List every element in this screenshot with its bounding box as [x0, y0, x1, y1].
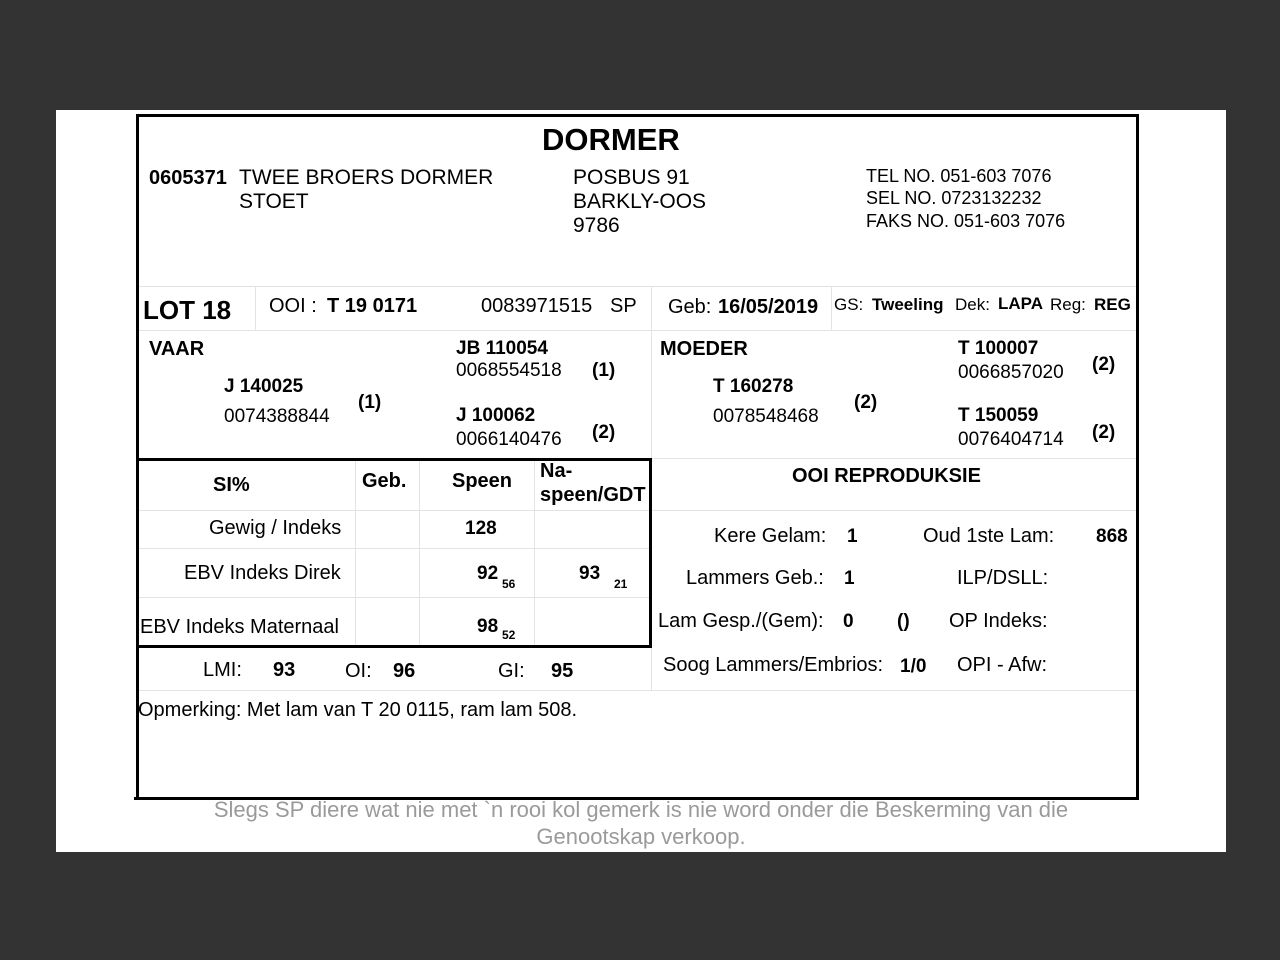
- owner-address: 9786: [573, 214, 620, 237]
- divider: [139, 286, 1136, 287]
- owner-cell: SEL NO. 0723132232: [866, 188, 1042, 208]
- naspeen-value: 93: [579, 563, 601, 584]
- dam-sire-tag: T 100007: [958, 338, 1039, 359]
- dam-dam-tag: T 150059: [958, 405, 1039, 426]
- sire-code: (1): [358, 392, 382, 413]
- reg-value: REG: [1094, 295, 1131, 314]
- sire-sire-tag: JB 110054: [456, 338, 548, 359]
- divider: [139, 330, 1136, 331]
- speen-value: 128: [465, 518, 497, 539]
- lmi-label: LMI:: [203, 659, 242, 681]
- dam-dam-code: (2): [1092, 422, 1116, 443]
- sire-number: 0074388844: [224, 406, 330, 427]
- breed-title: DORMER: [542, 122, 680, 157]
- lambs-born-label: Lammers Geb.:: [686, 567, 824, 589]
- oi-value: 96: [393, 660, 416, 682]
- table-header: Na-: [540, 460, 573, 482]
- remark: Opmerking: Met lam van T 20 0115, ram lam 508.: [138, 699, 578, 721]
- table-header: Geb.: [362, 470, 407, 492]
- reg-label: Reg:: [1050, 295, 1086, 314]
- lambings-label: Kere Gelam:: [714, 525, 827, 547]
- first-lamb-age-label: Oud 1ste Lam:: [923, 525, 1055, 547]
- dek-label: Dek:: [955, 295, 990, 314]
- divider: [255, 287, 256, 330]
- table-col-divider: [534, 461, 535, 645]
- dam-dam-number: 0076404714: [958, 429, 1064, 450]
- dam-code: (2): [854, 392, 878, 413]
- sire-sire-code: (1): [592, 360, 616, 381]
- sire-sire-number: 0068554518: [456, 360, 562, 381]
- lambs-weaned-value: 0: [843, 611, 854, 632]
- speen-value: 92: [477, 563, 499, 584]
- table-col-divider: [355, 461, 356, 645]
- ooi-label: OOI :: [269, 295, 317, 317]
- dam-number: 0078548468: [713, 406, 819, 427]
- sire-dam-code: (2): [592, 422, 616, 443]
- sp-badge: SP: [610, 295, 637, 317]
- lmi-value: 93: [273, 659, 296, 681]
- row-label: Gewig / Indeks: [209, 517, 342, 539]
- lambs-weaned-avg: (): [897, 611, 910, 632]
- sire-tag: J 140025: [224, 376, 304, 397]
- table-header: SI%: [213, 474, 250, 496]
- naspeen-accuracy: 21: [614, 577, 628, 591]
- dam-sire-number: 0066857020: [958, 362, 1064, 383]
- table-col-divider: [419, 461, 420, 645]
- speen-accuracy: 56: [502, 577, 516, 591]
- owner-tel: TEL NO. 051-603 7076: [866, 166, 1052, 186]
- owner-name: STOET: [239, 190, 309, 213]
- birth-date: 16/05/2019: [718, 296, 819, 318]
- speen-accuracy: 52: [502, 628, 516, 642]
- opi-label: OPI - Afw:: [957, 654, 1048, 676]
- reproduction-title: OOI REPRODUKSIE: [792, 465, 981, 487]
- nursing-lambs-value: 1/0: [900, 656, 927, 677]
- op-index-label: OP Indeks:: [949, 610, 1048, 632]
- lambs-weaned-label: Lam Gesp./(Gem):: [658, 610, 824, 632]
- table-row-divider: [139, 597, 649, 598]
- dam-tag: T 160278: [713, 376, 794, 397]
- divider: [139, 690, 1136, 691]
- sire-label: VAAR: [149, 338, 205, 360]
- first-lamb-age-value: 868: [1096, 526, 1128, 547]
- owner-address: BARKLY-OOS: [573, 190, 707, 213]
- oi-label: OI:: [345, 660, 372, 682]
- animal-id-number: 0083971515: [481, 295, 593, 317]
- dek-value: LAPA: [998, 294, 1044, 313]
- gs-label: GS:: [834, 295, 864, 314]
- nursing-lambs-label: Soog Lammers/Embrios:: [663, 654, 884, 676]
- table-header: speen/GDT: [540, 484, 646, 506]
- row-label: EBV Indeks Direk: [184, 562, 341, 584]
- footer-note: Genootskap verkoop.: [536, 824, 746, 849]
- dam-label: MOEDER: [660, 338, 748, 360]
- owner-fax: FAKS NO. 051-603 7076: [866, 211, 1066, 231]
- table-header: Speen: [452, 470, 513, 492]
- sire-dam-tag: J 100062: [456, 405, 536, 426]
- ilp-label: ILP/DSLL:: [957, 567, 1049, 589]
- divider: [831, 287, 832, 330]
- lot-number: LOT 18: [143, 295, 232, 325]
- divider: [652, 510, 1136, 511]
- owner-address: POSBUS 91: [573, 166, 690, 189]
- lambings-value: 1: [847, 526, 858, 547]
- owner-name: TWEE BROERS DORMER: [239, 166, 494, 189]
- lambs-born-value: 1: [844, 568, 855, 589]
- row-label: EBV Indeks Maternaal: [140, 616, 339, 638]
- ooi-value: T 19 0171: [327, 295, 418, 317]
- table-row-divider: [139, 510, 649, 511]
- table-row-divider: [139, 548, 649, 549]
- gs-value: Tweeling: [872, 295, 944, 314]
- gi-value: 95: [551, 660, 574, 682]
- birth-label: Geb:: [668, 296, 712, 318]
- owner-code: 0605371: [149, 167, 227, 189]
- sire-dam-number: 0066140476: [456, 429, 562, 450]
- speen-value: 98: [477, 616, 499, 637]
- gi-label: GI:: [498, 660, 525, 682]
- dam-sire-code: (2): [1092, 354, 1116, 375]
- divider: [652, 458, 1136, 459]
- footer-note: Slegs SP diere wat nie met `n rooi kol gemerk is nie word onder die Beskerming van die: [213, 797, 1069, 822]
